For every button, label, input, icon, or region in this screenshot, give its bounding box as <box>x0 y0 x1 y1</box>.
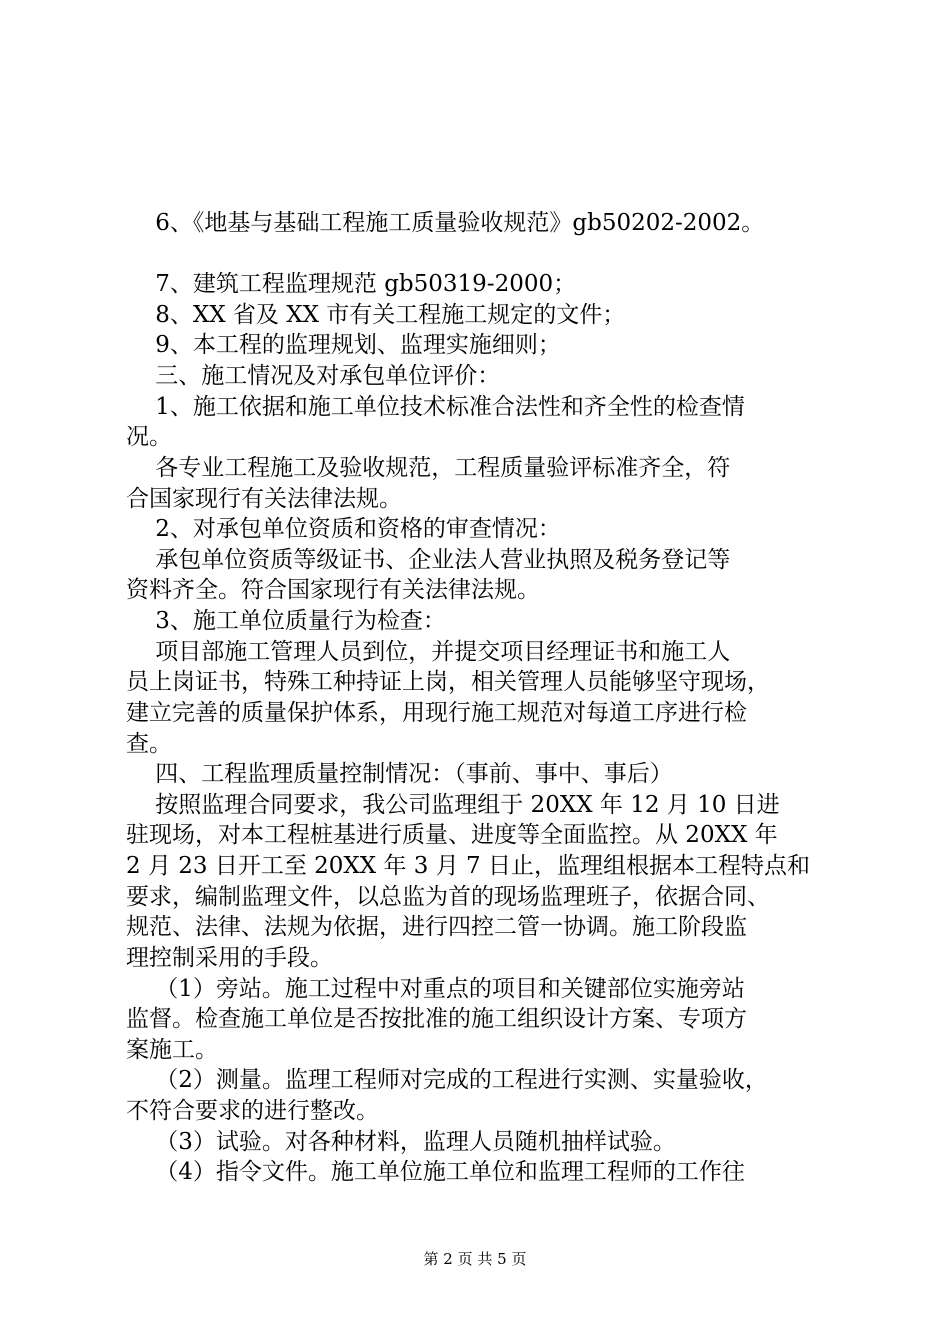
text-line: 员上岗证书，特殊工种持证上岗，相关管理人员能够坚守现场， <box>126 669 770 695</box>
text-line: 各专业工程施工及验收规范，工程质量验评标准齐全，符 <box>126 455 731 481</box>
text-line: 3、施工单位质量行为检查： <box>126 608 446 634</box>
text-line: 9、本工程的监理规划、监理实施细则； <box>126 332 561 358</box>
text-line: （1）旁站。施工过程中对重点的项目和关键部位实施旁站 <box>126 976 745 1002</box>
text-line: 要求，编制监理文件，以总监为首的现场监理班子，依据合同、 <box>126 884 770 910</box>
text-line: 按照监理合同要求，我公司监理组于 20XX 年 12 月 10 日进 <box>126 792 780 818</box>
text-line: 案施工。 <box>126 1037 218 1063</box>
text-line: 监督。检查施工单位是否按批准的施工组织设计方案、专项方 <box>126 1006 747 1032</box>
text-line: 理控制采用的手段。 <box>126 945 333 971</box>
text-line: 查。 <box>126 731 172 757</box>
section-heading: 三、施工情况及对承包单位评价： <box>126 363 501 389</box>
text-line: 承包单位资质等级证书、企业法人营业执照及税务登记等 <box>126 547 731 573</box>
text-line: （4）指令文件。施工单位施工单位和监理工程师的工作往 <box>126 1159 745 1185</box>
text-line: 2 月 23 日开工至 20XX 年 3 月 7 日止，监理组根据本工程特点和 <box>126 853 810 879</box>
text-line: 7、建筑工程监理规范 gb50319-2000； <box>126 271 577 297</box>
text-line: 驻现场，对本工程桩基进行质量、进度等全面监控。从 20XX 年 <box>126 822 778 848</box>
text-line: （3）试验。对各种材料，监理人员随机抽样试验。 <box>126 1129 676 1155</box>
text-line: 建立完善的质量保护体系，用现行施工规范对每道工序进行检 <box>126 700 747 726</box>
page-footer: 第 2 页 共 5 页 <box>423 1250 527 1268</box>
text-line: 项目部施工管理人员到位，并提交项目经理证书和施工人 <box>126 639 731 665</box>
text-line: 资料齐全。符合国家现行有关法律法规。 <box>126 577 540 603</box>
text-line: 8、XX 省及 XX 市有关工程施工规定的文件； <box>126 302 626 328</box>
section-heading: 四、工程监理质量控制情况：（事前、事中、事后） <box>126 761 673 787</box>
text-line: 1、施工依据和施工单位技术标准合法性和齐全性的检查情 <box>126 394 745 420</box>
text-line: 合国家现行有关法律法规。 <box>126 486 402 512</box>
text-line: 2、对承包单位资质和资格的审查情况： <box>126 516 561 542</box>
text-line: （2）测量。监理工程师对完成的工程进行实测、实量验收， <box>126 1067 768 1093</box>
text-line: 况。 <box>126 424 172 450</box>
text-line: 规范、法律、法规为依据，进行四控二管一协调。施工阶段监 <box>126 914 747 940</box>
text-line: 6、《地基与基础工程施工质量验收规范》gb50202-2002。 <box>126 210 765 236</box>
text-line: 不符合要求的进行整改。 <box>126 1098 379 1124</box>
